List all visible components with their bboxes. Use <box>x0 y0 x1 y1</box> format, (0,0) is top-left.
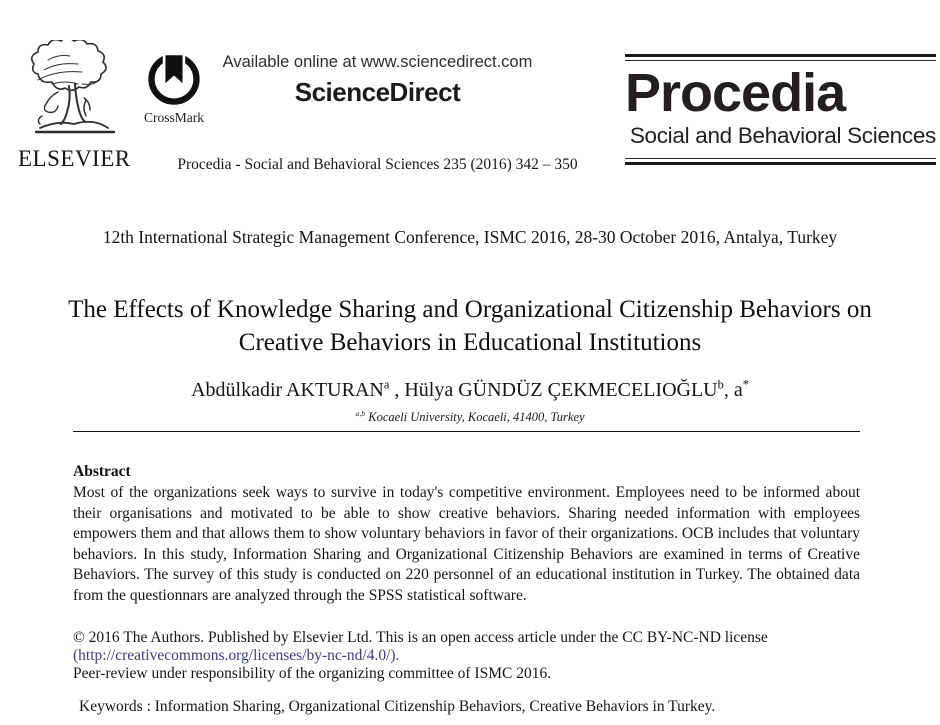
peer-review-line: Peer-review under responsibility of the organizing committee of ISMC 2016. <box>73 665 552 682</box>
corresponding-author-asterisk: * <box>742 377 749 392</box>
authors-line <box>60 379 880 402</box>
copyright-line: © 2016 The Authors. Published by Elsevier Ltd. This is an open access article under the CC BY-NC-ND license <box>73 629 768 646</box>
masthead-rule-top-thick <box>625 54 936 57</box>
masthead-rule-bottom-thin <box>625 158 936 159</box>
abstract-heading: Abstract <box>73 463 131 480</box>
conference-title: 12th International Strategic Management Conference, ISMC 2016, 28-30 October 2016, Antalya, Turkey <box>102 227 838 247</box>
license-block <box>73 629 873 683</box>
available-online-text: Available online at www.sciencedirect.com <box>222 53 533 71</box>
procedia-title: Procedia <box>625 63 846 123</box>
paper-title: The Effects of Knowledge Sharing and Organizational Citizenship Behaviors on Creative Behaviors in Educational Institutions <box>68 296 872 356</box>
keywords-line: Keywords : Information Sharing, Organizational Citizenship Behaviors, Creative Behaviors in Turkey. <box>79 698 716 715</box>
affiliation-line <box>60 410 880 425</box>
sciencedirect-wordmark[interactable]: ScienceDirect <box>294 77 461 107</box>
author-2: Hülya GÜNDÜZ ÇEKMECELIOĞLU <box>404 379 718 401</box>
author-1: Abdülkadir AKTURAN <box>191 379 384 401</box>
license-url-link[interactable]: (http://creativecommons.org/licenses/by-nc-nd/4.0/). <box>73 647 400 664</box>
procedia-subtitle: Social and Behavioral Sciences <box>629 123 936 148</box>
author-2-affiliation-mark: b <box>717 377 724 392</box>
elsevier-wordmark: ELSEVIER <box>18 146 131 171</box>
header-center <box>155 53 600 108</box>
elsevier-tree-icon <box>18 40 130 144</box>
masthead-rule-bottom-thick <box>625 162 936 165</box>
author-separator: , <box>389 379 405 401</box>
journal-citation: Procedia - Social and Behavioral Sciences 235 (2016) 342 – 350 <box>177 156 578 173</box>
elsevier-logo <box>18 40 130 172</box>
crossmark-label: CrossMark <box>144 110 204 125</box>
affiliation-marks: a,b <box>355 408 366 418</box>
masthead-rule-top-thin <box>625 60 936 61</box>
abstract-body: Most of the organizations seek ways to survive in today's competitive environment. Employees need to be informed about their organisations and motivated to be able to show creative behaviors. Sharing needed information with employees empowers them and that allows them to show voluntary behaviors in favor of their organizations. OCB includes that voluntary behaviors. In this study, Information Sharing and Organizational Citizenship Behaviors are examined in terms of Creative Behaviors. The survey of this study is conducted on 220 personnel of an educational institution in Turkey. The obtained data from the questionnars are analyzed through the SPSS statistical software. <box>73 484 860 604</box>
corresponding-author-mark: , a <box>723 379 743 401</box>
author-1-affiliation-mark: a <box>383 377 390 392</box>
header-rule <box>73 431 860 432</box>
procedia-masthead <box>625 54 936 165</box>
affiliation-text: Kocaeli University, Kocaeli, 41400, Turkey <box>365 410 585 424</box>
